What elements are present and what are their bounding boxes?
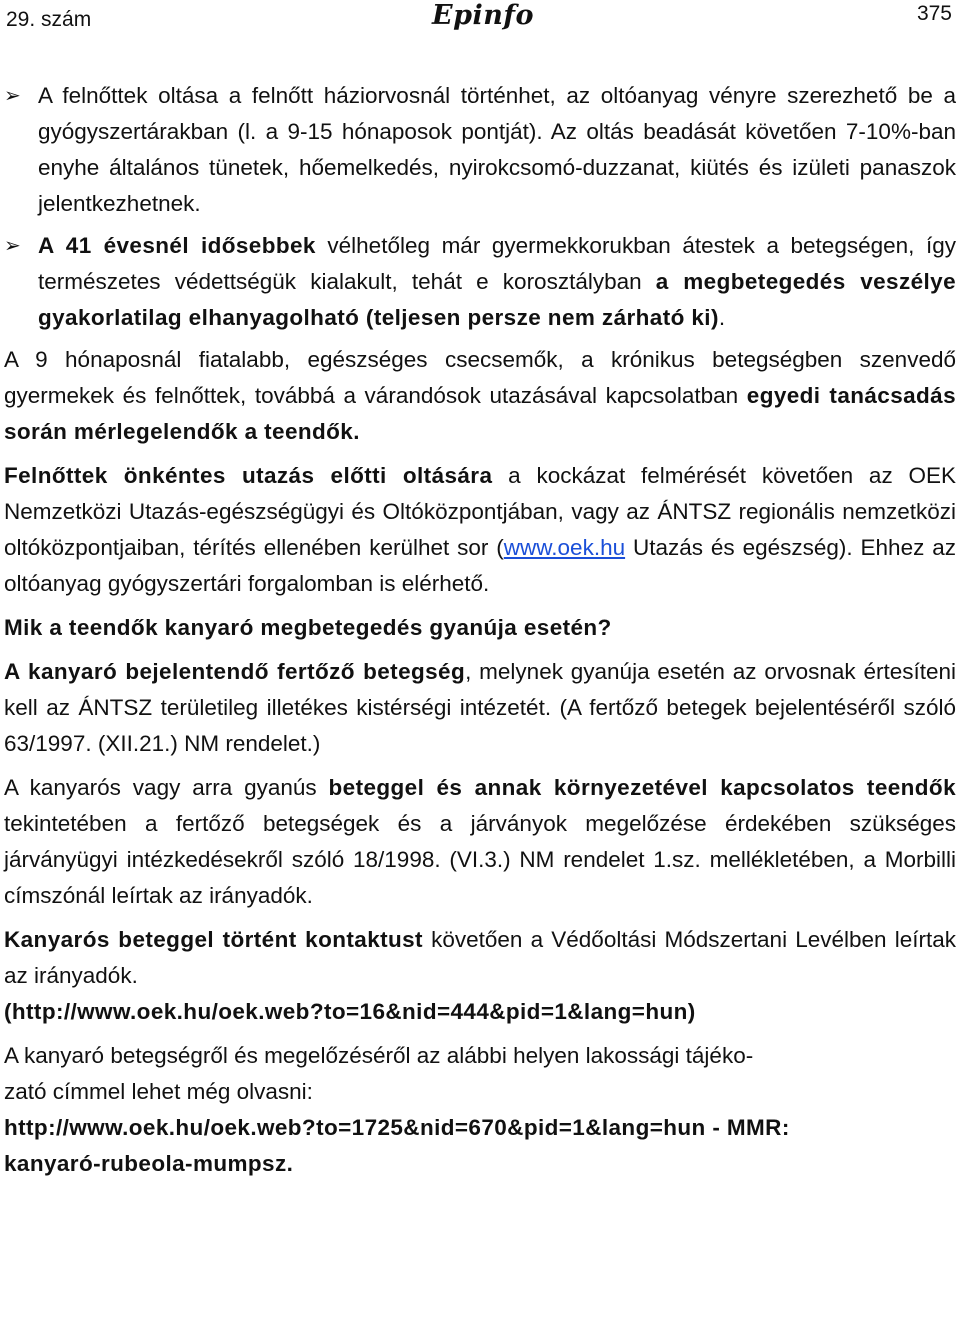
- paragraph: A 9 hónaposnál fiatalabb, egészséges csecsemők, a krónikus betegségben szenvedő gyermekek és felnőttek, továbbá a várandósok utazásával kapcsolatban egyedi tanácsadás során mérlegelendők a teendők.: [4, 347, 957, 444]
- paragraph: Kanyarós beteggel történt kontaktust követően a Védőoltási Módszertani Levélben leírtak az irányadók.: [4, 927, 956, 988]
- paragraph-url: (http://www.oek.hu/oek.web?to=16&nid=444&pid=1&lang=hun): [4, 999, 696, 1024]
- bullet-text: A felnőttek oltása a felnőtt háziorvosnál történhet, az oltóanyag vényre szerezhető be a gyógyszertárakban (l. a 9-15 hónaposok pontját). Az oltás beadását követően 7-10%-ban enyhe általános tünetek, hőemelkedés, nyirokcsomó-duzzanat, kiütés és izületi panaszok jelentkezhetnek.: [38, 83, 956, 216]
- section-heading: Mik a teendők kanyaró megbetegedés gyanúja esetén?: [4, 615, 612, 640]
- paragraph: A kanyarós vagy arra gyanús beteggel és annak környezetével kapcsolatos teendők tekintetében a fertőző betegségek és a járványok megelőzése érdekében szükséges járványügyi intézkedésekről szóló 18/1998. (VI.3.) NM rendelet 1.sz. mellékletében, a Morbilli címszónál leírtak az irányadók.: [4, 775, 956, 908]
- paragraph-url: http://www.oek.hu/oek.web?to=1725&nid=670&pid=1&lang=hun - MMR: kanyaró-rubeola-mumpsz.: [4, 1115, 790, 1176]
- bullet-text: A 41 évesnél idősebbek vélhetőleg már gyermekkorukban átestek a betegségen, így természetes védettségük kialakult, tehát e korosztályban a megbetegedés veszélye gyakorlatilag elhanyagolható (teljesen persze nem zárható ki).: [38, 233, 956, 330]
- journal-logo: Epinfo: [432, 0, 534, 31]
- page-number: 375: [916, 2, 952, 25]
- issue-label: 29. szám: [6, 8, 92, 31]
- arrow-bullet-icon: ➢: [4, 85, 21, 107]
- paragraph: A kanyaró betegségről és megelőzéséről az alábbi helyen lakossági tájéko- zató címmel lehet még olvasni:: [4, 1043, 754, 1104]
- paragraph: Felnőttek önkéntes utazás előtti oltására a kockázat felmérését követően az OEK Nemzetközi Utazás-egészségügyi és Oltóközpontjában, vagy az ÁNTSZ regionális nemzetközi oltóközpontjaiban, térítés ellenében kerülhet sor (www.oek.hu Utazás és egészség). Ehhez az oltóanyag gyógyszertári forgalomban is elérhető.: [4, 463, 956, 596]
- bullet-item: [4, 228, 956, 336]
- oek-link[interactable]: www.oek.hu: [503, 535, 626, 560]
- arrow-bullet-icon: ➢: [4, 235, 21, 257]
- page-header: [0, 0, 960, 40]
- paragraph: A kanyaró bejelentendő fertőző betegség, melynek gyanúja esetén az orvosnak értesíteni kell az ÁNTSZ területileg illetékes kistérségi intézetét. (A fertőző betegek bejelentéséről szóló 63/1997. (XII.21.) NM rendelet.): [4, 659, 956, 756]
- document-body: [4, 78, 956, 1182]
- bullet-item: [4, 78, 956, 222]
